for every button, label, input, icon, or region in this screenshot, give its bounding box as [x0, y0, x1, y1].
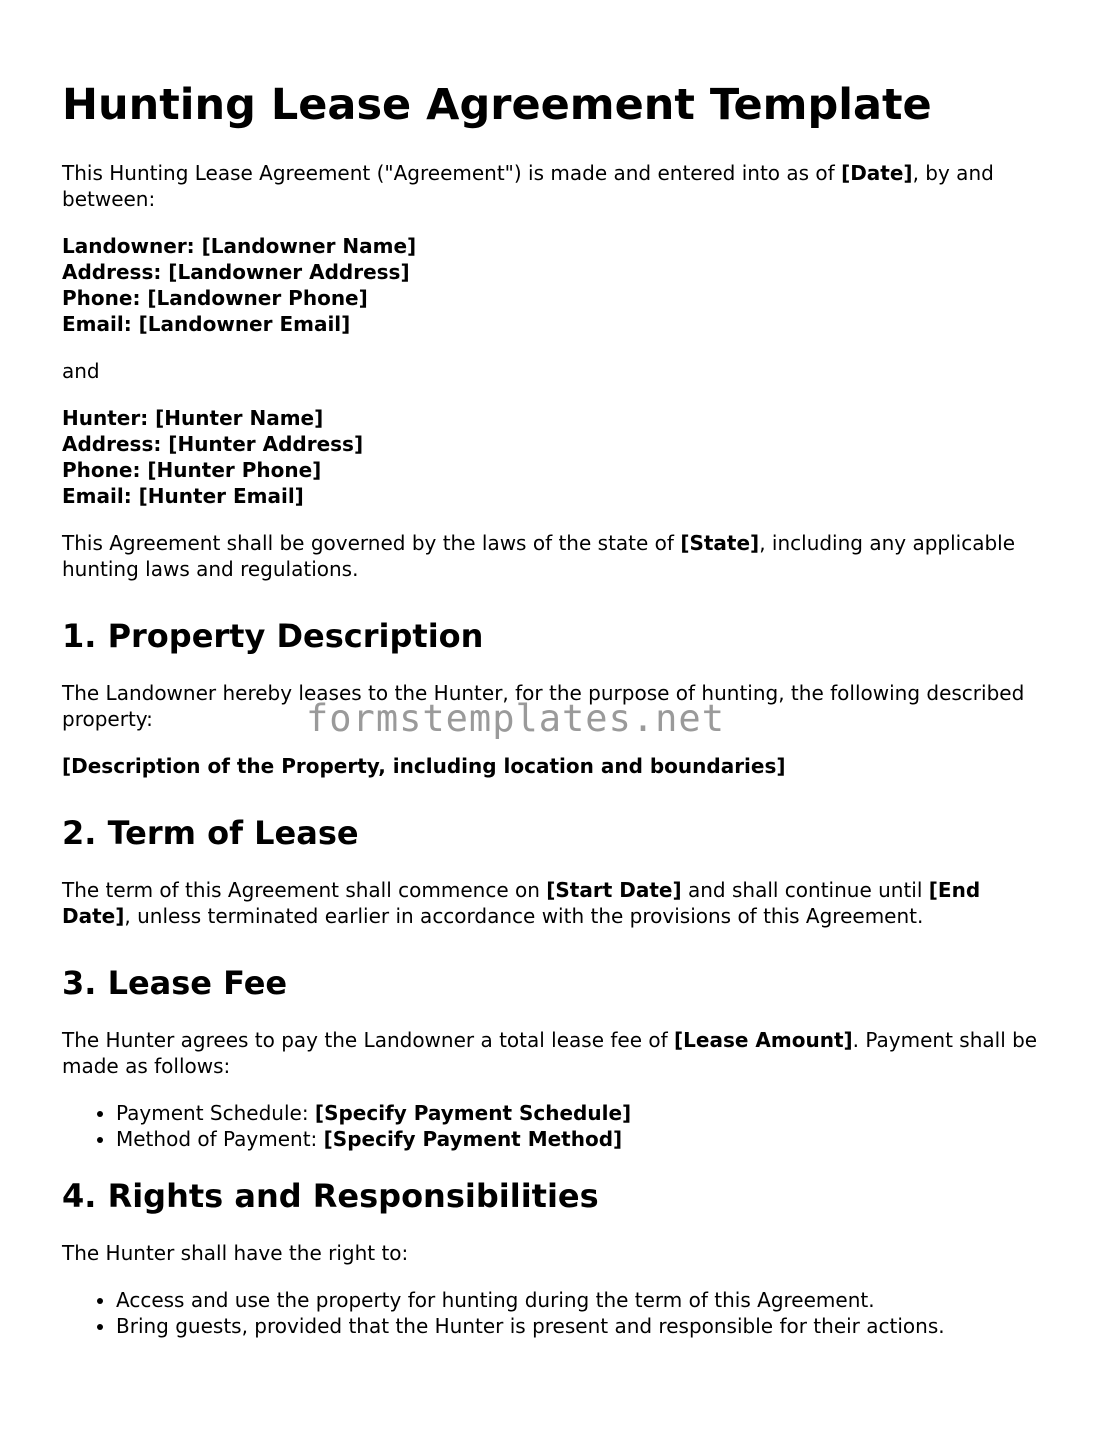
property-description-placeholder: [Description of the Property, including location and boundaries] [62, 754, 786, 778]
term-text-after: , unless terminated earlier in accordance with the provisions of this Agreement. [124, 904, 924, 928]
date-placeholder: [Date] [841, 161, 913, 185]
rights-list [62, 1287, 1047, 1339]
section-1-placeholder [62, 753, 1047, 779]
governing-text-before: This Agreement shall be governed by the laws of the state of [62, 531, 681, 555]
start-date-placeholder: [Start Date] [546, 878, 682, 902]
and-text: and [62, 359, 100, 383]
payment-list [62, 1100, 1047, 1152]
section-2-heading: 2. Term of Lease [62, 814, 359, 852]
hunter-block [62, 405, 1047, 509]
document-title: Hunting Lease Agreement Template [62, 80, 932, 130]
governing-law-paragraph [62, 530, 1047, 582]
hunter-name: Hunter: [Hunter Name] [62, 406, 324, 430]
term-text-before: The term of this Agreement shall commence on [62, 878, 547, 902]
section-3-text [62, 1027, 1047, 1079]
lease-amount-placeholder: [Lease Amount] [674, 1028, 853, 1052]
landowner-address: Address: [Landowner Address] [62, 260, 410, 284]
term-text-middle: and shall continue until [681, 878, 929, 902]
section-3-heading: 3. Lease Fee [62, 964, 288, 1002]
intro-text-before: This Hunting Lease Agreement ("Agreement") is made and entered into as of [62, 161, 842, 185]
section-4-heading: 4. Rights and Responsibilities [62, 1177, 599, 1215]
end-date-placeholder: [End Date] [62, 878, 981, 928]
list-item [116, 1126, 1047, 1152]
hunter-address: Address: [Hunter Address] [62, 432, 364, 456]
section-2-text [62, 877, 1047, 929]
hunter-phone: Phone: [Hunter Phone] [62, 458, 322, 482]
fee-text-before: The Hunter agrees to pay the Landowner a total lease fee of [62, 1028, 675, 1052]
payment-schedule-label: Payment Schedule: [116, 1101, 315, 1125]
state-placeholder: [State] [680, 531, 760, 555]
payment-schedule-placeholder: [Specify Payment Schedule] [314, 1101, 632, 1125]
list-item: • Access and use the property for hunting during the term of this Agreement. [116, 1287, 1047, 1313]
intro-text-after: , by and between: [62, 161, 994, 211]
landowner-phone: Phone: [Landowner Phone] [62, 286, 368, 310]
intro-paragraph [62, 160, 1047, 212]
payment-method-placeholder: [Specify Payment Method] [323, 1127, 623, 1151]
section-4-text: The Hunter shall have the right to: [62, 1241, 409, 1265]
landowner-name: Landowner: [Landowner Name] [62, 234, 417, 258]
section-1-text: The Landowner hereby leases to the Hunter, for the purpose of hunting, the following described property: [62, 681, 1025, 731]
watermark-text: formstemplates.net [306, 697, 725, 740]
landowner-email: Email: [Landowner Email] [62, 312, 351, 336]
governing-text-after: , including any applicable hunting laws and regulations. [62, 531, 1016, 581]
section-1-heading: 1. Property Description [62, 617, 484, 655]
payment-method-label: Method of Payment: [116, 1127, 324, 1151]
fee-text-after: . Payment shall be made as follows: [62, 1028, 1038, 1078]
landowner-block [62, 233, 1047, 337]
list-item: • Bring guests, provided that the Hunter is present and responsible for their actions. [116, 1313, 1047, 1339]
list-item [116, 1100, 1047, 1126]
hunter-email: Email: [Hunter Email] [62, 484, 304, 508]
